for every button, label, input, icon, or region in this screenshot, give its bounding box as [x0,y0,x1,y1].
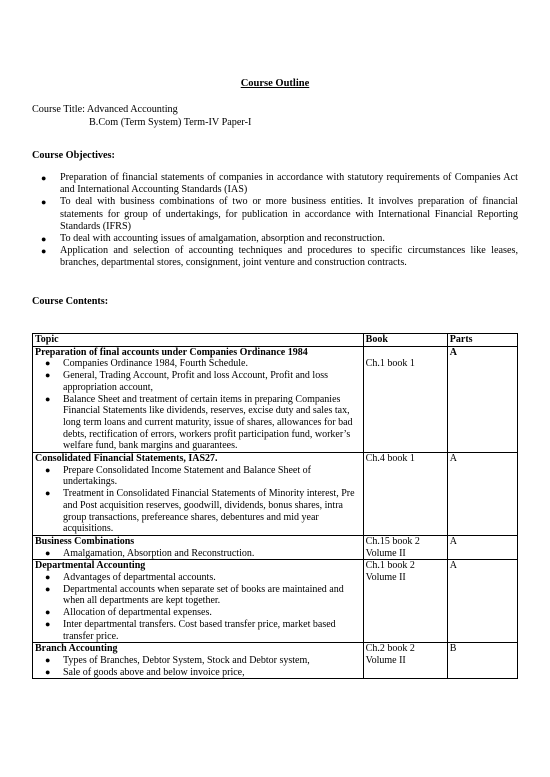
table-row [33,560,518,643]
bullet-icon: ● [41,234,47,245]
parts-cell: B [447,643,517,679]
book-cell: Ch.1 book 1 [363,346,447,452]
list-item: ● Inter departmental transfers. Cost based transfer price, market based transfer price. [45,618,336,642]
parts-cell: A [447,453,517,536]
book-cell: Ch.1 book 2 Volume II [363,560,447,643]
topic-cell [33,346,364,452]
bullet-icon: ● [45,618,51,629]
topic-items [35,465,361,535]
bullet-icon: ● [45,654,51,665]
book-cell: Ch.2 book 2 Volume II [363,643,447,679]
topic-items [35,548,361,560]
table-row [33,535,518,559]
list-item: ● Treatment in Consolidated Financial Statements of Minority interest, Pre and Post acquisition reserves, goodwill, dividends, bonus shares, intra group transactions, prefereance shares, debentures and mid year acquisitions. [45,488,355,535]
topic-title: Preparation of final accounts under Companies Ordinance 1984 [35,346,308,358]
header-parts: Parts [447,334,517,347]
topic-cell [33,535,364,559]
topic-cell [33,560,364,643]
objectives-heading: Course Objectives: [32,150,115,161]
objectives-list [32,172,518,270]
bullet-icon: ● [41,197,47,208]
bullet-icon: ● [45,358,51,369]
bullet-icon: ● [45,583,51,594]
topic-title: Departmental Accounting [35,560,146,572]
topic-title: Business Combinations [35,535,135,547]
bullet-icon: ● [45,547,51,558]
list-item: ● General, Trading Account, Profit and loss Account, Profit and loss appropriation account, [45,370,328,393]
list-item: ● Sale of goods above and below invoice price, [45,666,245,678]
course-title: Course Title: Advanced Accounting [32,104,178,115]
objective-item: ● Preparation of financial statements of companies in accordance with statutory requirements of Companies Act and International Accounting Standards (IAS) [41,172,518,196]
bullet-icon: ● [45,666,51,677]
bullet-icon: ● [45,370,51,381]
objective-item: ● To deal with business combinations of two or more business entities. It involves preparation of financial statements for group of undertakings, for publication in accordance with International Financial Reporting Standards (IFRS) [41,196,518,232]
parts-cell: A [447,535,517,559]
topic-items [35,358,361,452]
topic-title: Branch Accounting [35,643,118,655]
topic-cell [33,643,364,679]
bullet-icon: ● [45,488,51,499]
list-item: ● Balance Sheet and treatment of certain items in preparing Companies Financial Statements like dividends, reserves, excise duty and sales tax, long term loans and current maturity, issue of shares, allowances for bad debts, rectification of errors, workers profit participation fund, worker’s welfare fund, bank margins and guarantees. [45,393,353,452]
page-title: Course Outline [240,78,310,89]
list-item: ● Amalgamation, Absorption and Reconstruction. [45,547,255,559]
bullet-icon: ● [41,173,47,183]
book-cell: Ch.4 book 1 [363,453,447,536]
bullet-icon: ● [45,572,51,583]
objective-item: ● To deal with accounting issues of amalgamation, absorption and reconstruction. [41,233,385,245]
table-row [33,346,518,452]
book-cell: Ch.15 book 2 Volume II [363,535,447,559]
list-item: ● Prepare Consolidated Income Statement and Balance Sheet of undertakings. [45,464,311,488]
topic-items [35,572,361,642]
list-item: ● Advantages of departmental accounts. [45,572,216,584]
bullet-icon: ● [45,607,51,618]
header-topic: Topic [33,334,364,347]
parts-cell: A [447,560,517,643]
table-row [33,643,518,679]
topic-items [35,655,361,678]
contents-table [32,333,518,679]
list-item: ● Companies Ordinance 1984, Fourth Schedule. [45,358,248,370]
bullet-icon: ● [45,393,51,404]
bullet-icon: ● [41,246,47,257]
list-item: ● Allocation of departmental expenses. [45,607,212,619]
bullet-icon: ● [45,464,51,475]
course-subtitle: B.Com (Term System) Term-IV Paper-I [89,117,252,128]
header-book: Book [363,334,447,347]
table-header-row [33,334,518,347]
list-item: ● Types of Branches, Debtor System, Stock and Debtor system, [45,654,310,666]
table-row [33,453,518,536]
topic-cell [33,453,364,536]
objective-item: ● Application and selection of accounting techniques and procedures to specific circumstances like leases, branches, departmental stores, consignment, joint venture and construction contracts. [41,245,518,269]
topic-title: Consolidated Financial Statements, IAS27. [35,453,218,465]
contents-heading: Course Contents: [32,296,109,307]
parts-cell: A [447,346,517,452]
list-item: ● Departmental accounts when separate set of books are maintained and when all departments are kept together. [45,583,344,607]
